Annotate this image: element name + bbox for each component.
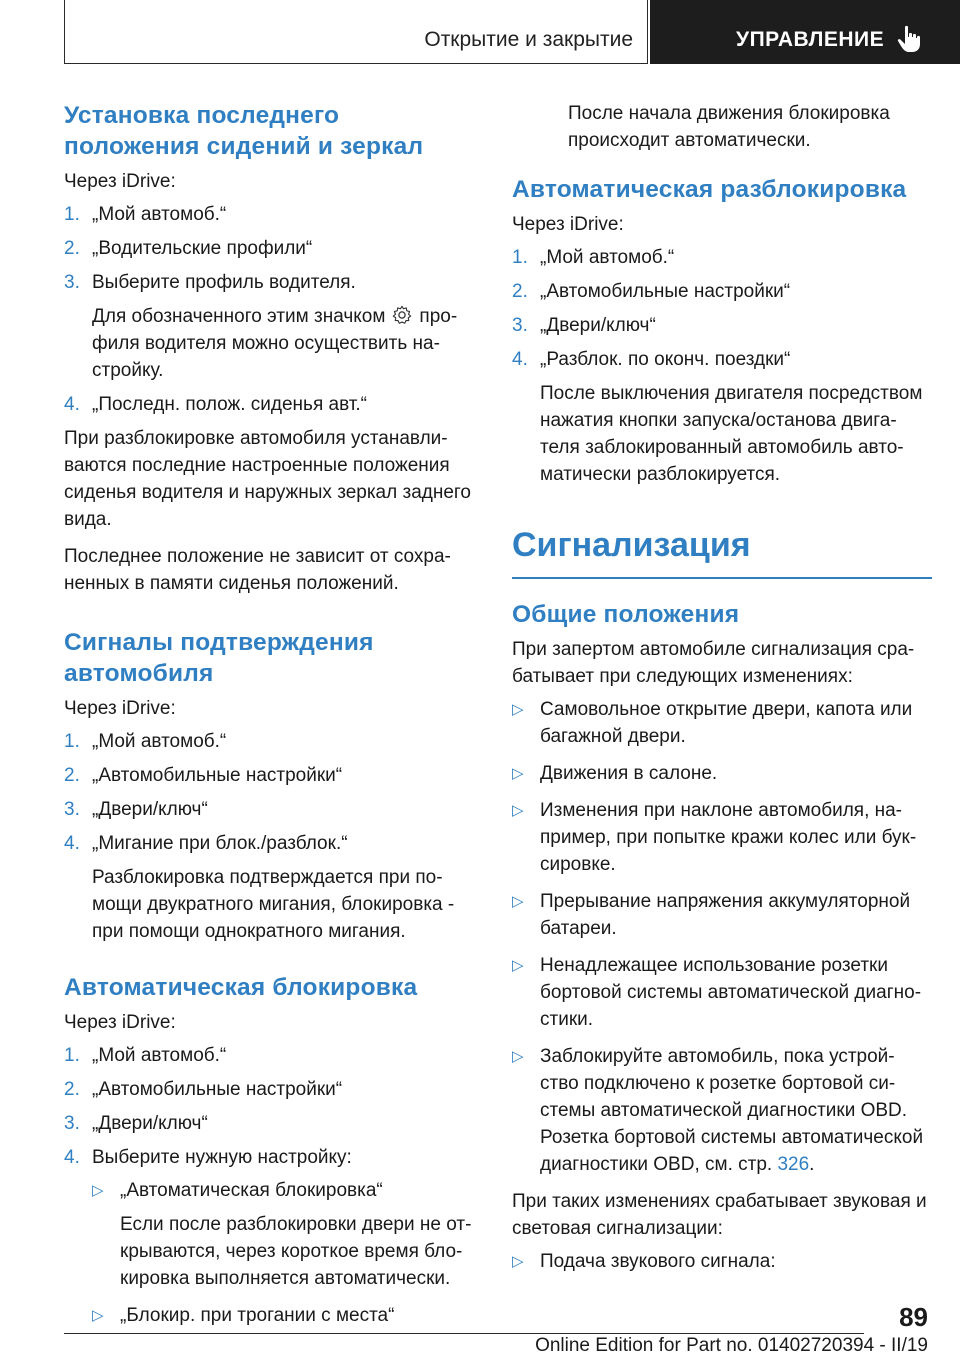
list-item: ▷ Изменения при наклоне автомобиля, на-пример, при попытке кражи колес или бук-сировке.	[512, 797, 932, 878]
triangle-right-icon: ▷	[92, 1182, 104, 1199]
header-section-box	[64, 0, 648, 64]
intro-text: Через iDrive:	[64, 1012, 176, 1033]
paragraph: При таких изменениях срабатывает звуковая и световая сигнализации:	[512, 1191, 927, 1239]
left-column	[64, 100, 476, 1339]
list-item: ▷ „Автоматическая блокировка“ Если после разблокировки двери не от-крываются, через короткое время бло-кировка выполняется автоматически.	[92, 1177, 476, 1292]
step-note: Разблокировка подтверждается при по-мощи двукратного мигания, блокировка - при помощи однократного мигания.	[92, 867, 455, 942]
list-item: 1. „Мой автомоб.“	[64, 1042, 476, 1069]
step-number: 2.	[512, 281, 528, 302]
list-item: 4. Выберите нужную настройку: ▷ „Автоматическая блокировка“ Если после разблокировки двери не от-крываются, через короткое время бло-кировка выполняется автоматически. ▷ „Блокир. при трогании с места“	[64, 1144, 476, 1329]
gear-icon	[391, 304, 413, 326]
options-list	[92, 1177, 476, 1329]
list-item: 2. „Автомобильные настройки“	[512, 278, 932, 305]
step-number: 3.	[64, 1113, 80, 1134]
step-note: После выключения двигателя посредством нажатия кнопки запуска/останова двига-теля заблокированный автомобиль авто-матически разблокируется.	[540, 383, 923, 485]
heading-auto-lock: Автоматическая блокировка	[64, 974, 418, 1001]
list-item: 4. „Последн. полож. сиденья авт.“	[64, 391, 476, 418]
chapter-tab	[650, 0, 960, 64]
heading-auto-unlock: Автоматическая разблокировка	[512, 176, 907, 203]
step-number: 3.	[512, 315, 528, 336]
triangle-right-icon: ▷	[512, 893, 524, 910]
heading-confirmation-signals: Сигналы подтверждения автомобиля	[64, 629, 374, 687]
step-number: 3.	[64, 272, 80, 293]
step-number: 4.	[64, 1147, 80, 1168]
list-item: ▷ Заблокируйте автомобиль, пока устрой-ство подключено к розетке бортовой си-стемы автоматической диагностики OBD. Розетка бортовой системы автоматической диагностики OBD, см. стр. 326.	[512, 1043, 932, 1178]
chapter-title: УПРАВЛЕНИЕ	[736, 28, 885, 51]
section-title: Открытие и закрытие	[424, 28, 633, 51]
intro-text: Через iDrive:	[512, 214, 624, 235]
right-column	[512, 100, 932, 1285]
chapter-heading-alarm: Сигнализация	[512, 525, 932, 579]
triangle-right-icon: ▷	[512, 957, 524, 974]
footer-divider	[64, 1333, 864, 1334]
list-item: 3. „Двери/ключ“	[512, 312, 932, 339]
list-item: 1. „Мой автомоб.“	[512, 244, 932, 271]
steps-list	[64, 201, 476, 418]
steps-list	[512, 244, 932, 488]
list-item: 3. „Двери/ключ“	[64, 1110, 476, 1137]
hand-pointer-icon	[896, 24, 924, 54]
list-item: ▷ Подача звукового сигнала:	[512, 1248, 932, 1275]
step-number: 2.	[64, 1079, 80, 1100]
alarm-triggers-list	[512, 696, 932, 1178]
steps-list	[64, 728, 476, 945]
step-number: 4.	[512, 349, 528, 370]
step-number: 1.	[512, 247, 528, 268]
list-item: 2. „Автомобильные настройки“	[64, 762, 476, 789]
list-item: ▷ „Блокир. при трогании с места“	[92, 1302, 476, 1329]
triangle-right-icon: ▷	[512, 765, 524, 782]
intro-text: Через iDrive:	[64, 698, 176, 719]
step-number: 3.	[64, 799, 80, 820]
step-note: Для обозначенного этим значком про-филя водителя можно осуществить на-стройку.	[92, 306, 458, 381]
triangle-right-icon: ▷	[512, 701, 524, 718]
list-item: 4. „Разблок. по оконч. поездки“ После выключения двигателя посредством нажатия кнопки запуска/останова двига-теля заблокированный автомобиль авто-матически разблокируется.	[512, 346, 932, 488]
intro-text: Через iDrive:	[64, 171, 176, 192]
triangle-right-icon: ▷	[512, 802, 524, 819]
step-number: 2.	[64, 765, 80, 786]
page-number: 89	[899, 1302, 928, 1332]
carryover-text: После начала движения блокировка происходит автоматически.	[568, 103, 890, 151]
step-number: 1.	[64, 204, 80, 225]
list-item: ▷ Прерывание напряжения аккумуляторной батареи.	[512, 888, 932, 942]
heading-general: Общие положения	[512, 601, 740, 628]
list-item: 4. „Мигание при блок./разблок.“ Разблокировка подтверждается при по-мощи двукратного мигания, блокировка - при помощи однократного мигания.	[64, 830, 476, 945]
list-item: 1. „Мой автомоб.“	[64, 201, 476, 228]
list-item: ▷ Ненадлежащее использование розетки бортовой системы автоматической диагно-стики.	[512, 952, 932, 1033]
step-number: 2.	[64, 238, 80, 259]
step-number: 4.	[64, 394, 80, 415]
step-number: 4.	[64, 833, 80, 854]
list-item: ▷ Самовольное открытие двери, капота или багажной двери.	[512, 696, 932, 750]
list-item: 2. „Автомобильные настройки“	[64, 1076, 476, 1103]
triangle-right-icon: ▷	[512, 1253, 524, 1270]
footer-edition: Online Edition for Part no. 01402720394 - II/19	[535, 1335, 928, 1356]
steps-list	[64, 1042, 476, 1329]
heading-seat-mirror-positions: Установка последнего положения сидений и зеркал	[64, 102, 424, 160]
list-item: ▷ Движения в салоне.	[512, 760, 932, 787]
step-number: 1.	[64, 1045, 80, 1066]
signals-list	[512, 1248, 932, 1275]
intro-text: При запертом автомобиле сигнализация сра-батывает при следующих изменениях:	[512, 639, 915, 687]
list-item: 2. „Водительские профили“	[64, 235, 476, 262]
step-number: 1.	[64, 731, 80, 752]
paragraph: Последнее положение не зависит от сохра-ненных в памяти сиденья положений.	[64, 546, 451, 594]
list-item: 3. Выберите профиль водителя. Для обозначенного этим значком про-филя водителя можно осуществить на-стройку.	[64, 269, 476, 384]
triangle-right-icon: ▷	[92, 1307, 104, 1324]
page-reference-link[interactable]: 326	[777, 1154, 810, 1175]
list-item: 1. „Мой автомоб.“	[64, 728, 476, 755]
option-note: Если после разблокировки двери не от-крываются, через короткое время бло-кировка выполняется автоматически.	[120, 1214, 472, 1289]
triangle-right-icon: ▷	[512, 1048, 524, 1065]
list-item: 3. „Двери/ключ“	[64, 796, 476, 823]
paragraph: При разблокировке автомобиля устанавли-ваются последние настроенные положения сиденья водителя и наружных зеркал заднего вида.	[64, 428, 471, 530]
